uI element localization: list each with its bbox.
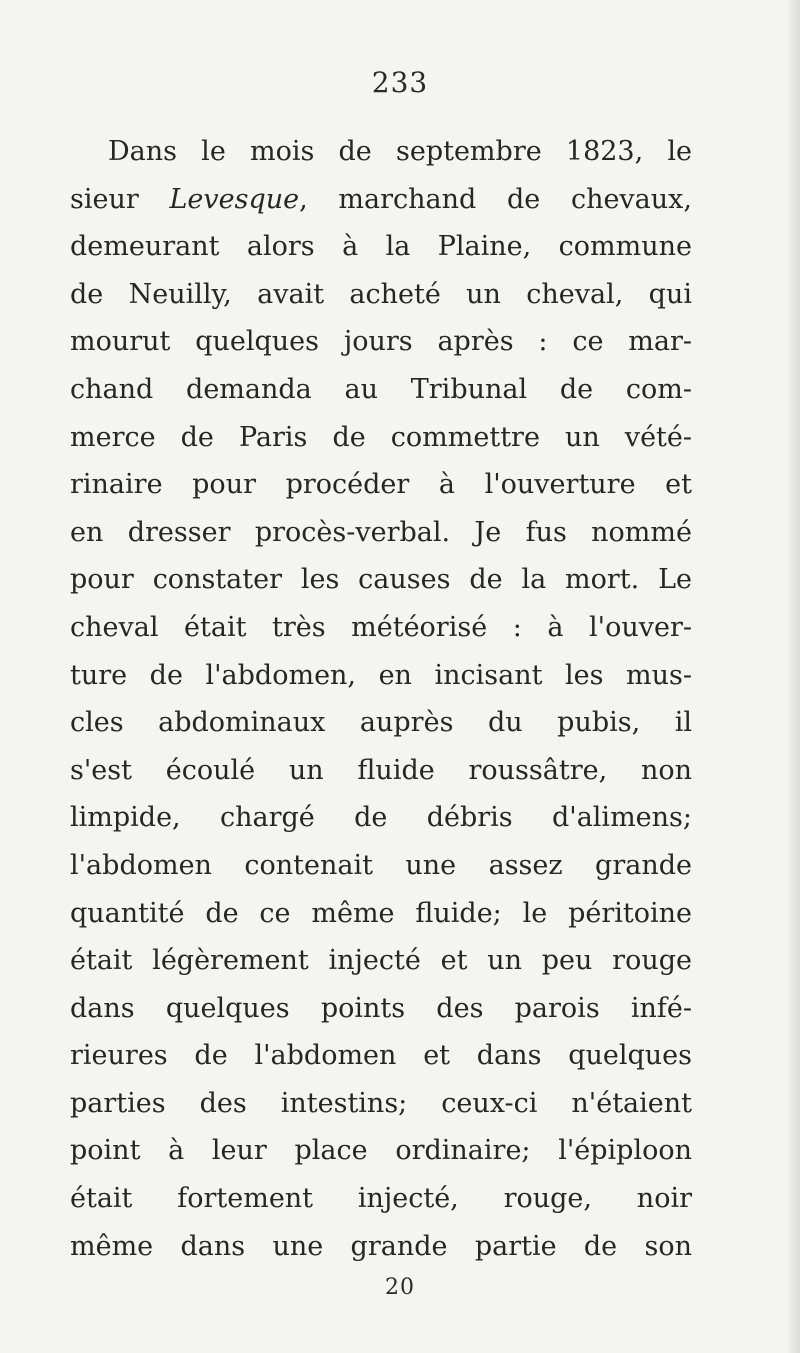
text-line: cheval était très météorisé : à l'ouver- — [70, 611, 692, 643]
text-line: l'abdomen contenait une assez grande — [70, 849, 692, 881]
text-line: parties des intestins; ceux-ci n'étaient — [70, 1087, 692, 1119]
text-line: quantité de ce même fluide; le péritoine — [70, 897, 692, 929]
text-line: était fortement injecté, rouge, noir — [70, 1183, 692, 1215]
italic-name: Levesque — [169, 183, 300, 215]
text-line: sieur Levesque, marchand de chevaux, — [70, 183, 692, 215]
text-line: ture de l'abdomen, en incisant les mus- — [70, 659, 692, 691]
page-number: 233 — [371, 66, 429, 99]
text-line: merce de Paris de commettre un vété- — [70, 421, 692, 453]
text-line: en dresser procès-verbal. Je fus nommé — [70, 516, 692, 548]
text-line: de Neuilly, avait acheté un cheval, qui — [70, 278, 692, 310]
body-text — [70, 128, 692, 1270]
text-line: limpide, chargé de débris d'alimens; — [70, 802, 692, 834]
text-line: demeurant alors à la Plaine, commune — [70, 231, 692, 263]
text-line: Dans le mois de septembre 1823, le — [108, 136, 692, 167]
text-line: point à leur place ordinaire; l'épiploon — [70, 1135, 692, 1167]
text-line: rinaire pour procéder à l'ouverture et — [70, 469, 692, 501]
text-line: pour constater les causes de la mort. Le — [70, 564, 692, 596]
text-line: même dans une grande partie de son — [70, 1230, 692, 1262]
text-line: était légèrement injecté et un peu rouge — [70, 945, 692, 977]
text-line: chand demanda au Tribunal de com- — [70, 373, 692, 405]
text-line: cles abdominaux auprès du pubis, il — [70, 707, 692, 739]
text-line: s'est écoulé un fluide roussâtre, non — [70, 754, 692, 786]
signature-mark: 20 — [385, 1275, 415, 1300]
text-line: rieures de l'abdomen et dans quelques — [70, 1040, 692, 1072]
page-edge-shadow — [786, 0, 800, 1353]
text-line: mourut quelques jours après : ce mar- — [70, 326, 692, 358]
text-line: dans quelques points des parois infé- — [70, 992, 692, 1024]
